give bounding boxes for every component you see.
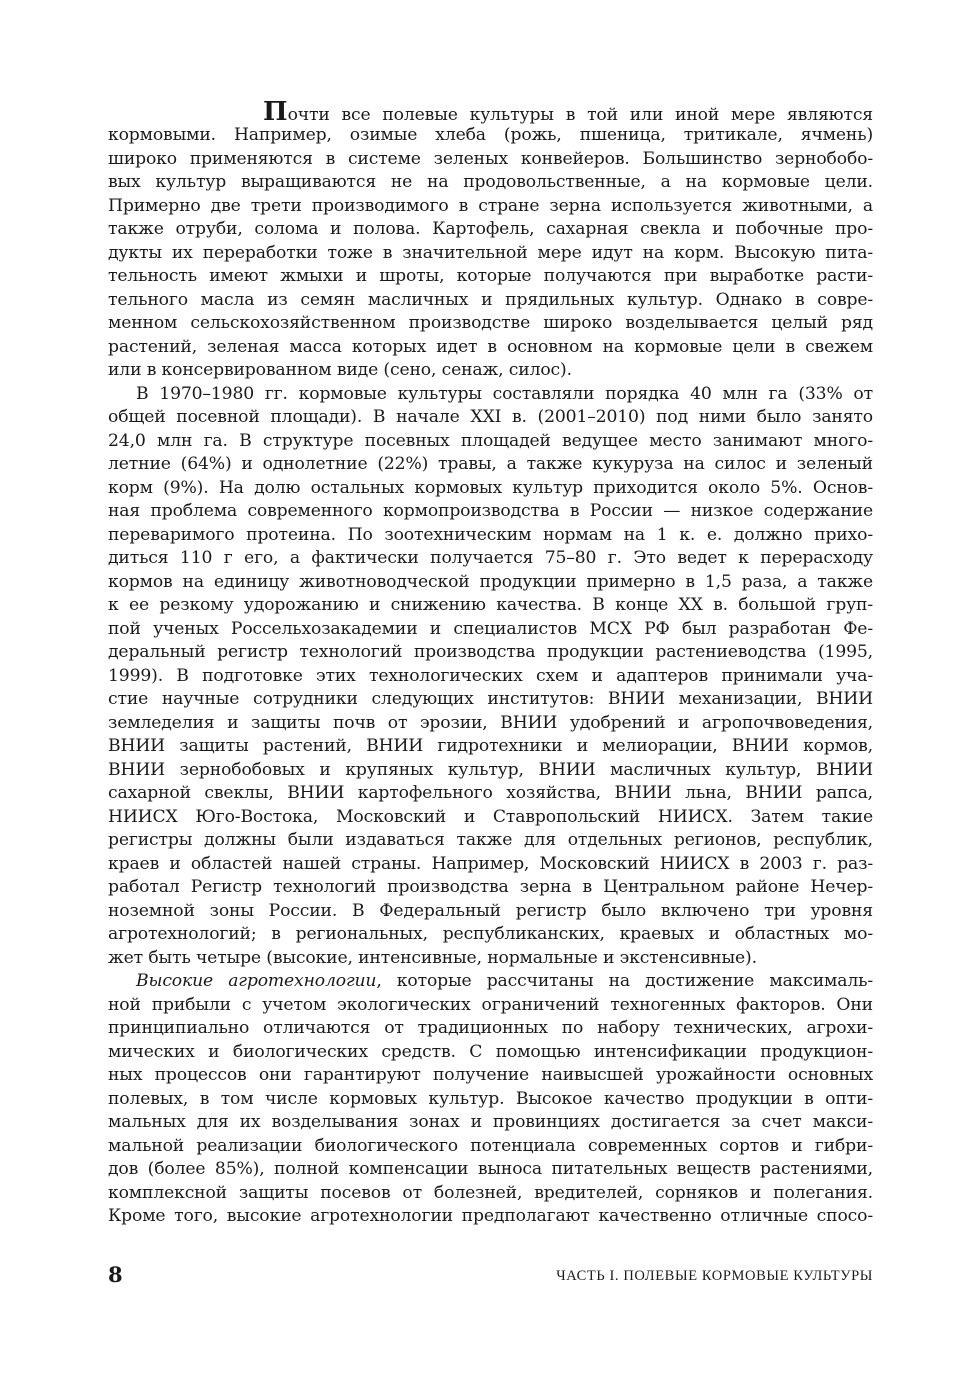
- text-line: 24,0 млн га. В структуре посевных площадей ведущее место занимают много-: [108, 430, 873, 451]
- page-body: [108, 96, 873, 1229]
- text-line: Кроме того, высокие агротехнологии предполагают качественно отличные спосо-: [108, 1206, 873, 1226]
- text-line: земледелия и защиты почв от эрозии, ВНИИ удобрений и агропочвоведения,: [108, 712, 873, 733]
- text-line: жет быть четыре (высокие, интенсивные, нормальные и экстенсивные).: [108, 947, 757, 968]
- text-line: диться 110 г его, а фактически получается 75–80 г. Это ведет к перерасходу: [108, 548, 873, 568]
- text-line: комплексной защиты посевов от болезней, вредителей, сорняков и полегания.: [108, 1182, 873, 1203]
- paragraph-1: [108, 96, 873, 383]
- text-line: дукты их переработки тоже в значительной мере идут на корм. Высокую пита-: [108, 242, 873, 263]
- text-line: деральный регистр технологий производства продукции растениеводства (1995,: [108, 642, 873, 662]
- text-line: Примерно две трети производимого в стране зерна используется животными, а: [108, 195, 873, 216]
- text-line: кормов на единицу животноводческой продукции примерно в 1,5 раза, а также: [108, 571, 873, 592]
- text-line: растений, зеленая масса которых идет в основном на кормовые цели в свежем: [108, 336, 873, 357]
- page-number: 8: [108, 1262, 123, 1287]
- text-line: мических и биологических средств. С помощью интенсификации продукцион-: [108, 1041, 873, 1062]
- text-line: ных процессов они гарантируют получение наивысшей урожайности основных: [108, 1065, 873, 1085]
- text-line: тельного масла из семян масличных и прядильных культур. Однако в совре-: [108, 289, 873, 310]
- text-line: В 1970–1980 гг. кормовые культуры составляли порядка 40 млн га (33% от: [136, 383, 873, 404]
- text-line: полевых, в том числе кормовых культур. Высокое качество продукции в опти-: [108, 1088, 873, 1109]
- text-line: Высокие агротехнологии, которые рассчитаны на достижение максималь-: [136, 971, 873, 991]
- text-line: сахарной свеклы, ВНИИ картофельного хозяйства, ВНИИ льна, ВНИИ рапса,: [108, 783, 873, 803]
- text-line: краев и областей нашей страны. Например, Московский НИИСХ в 2003 г. раз-: [108, 853, 873, 874]
- text-line: ВНИИ зернобобовых и крупяных культур, ВНИИ масличных культур, ВНИИ: [108, 759, 873, 780]
- text-line: общей посевной площади). В начале XXI в. (2001–2010) под ними было занято: [108, 407, 873, 427]
- text-line: пой ученых Россельхозакадемии и специалистов МСХ РФ был разработан Фе-: [108, 618, 873, 639]
- text-line: Почти все полевые культуры в той или иной мере являются: [263, 97, 873, 127]
- text-line: или в консервированном виде (сено, сенаж, силос).: [108, 360, 572, 380]
- text-line: принципиально отличаются от традиционных по набору технических, агрохи-: [108, 1018, 873, 1038]
- text-line: дов (более 85%), полной компенсации выноса питательных веществ растениями,: [108, 1159, 873, 1179]
- italic-term: Высокие агротехнологии: [136, 971, 377, 991]
- text-line: ВНИИ защиты растений, ВНИИ гидротехники и мелиорации, ВНИИ кормов,: [108, 736, 873, 756]
- text-line: ноземной зоны России. В Федеральный регистр было включено три уровня: [108, 900, 873, 921]
- text-line: мальной реализации биологического потенциала современных сортов и гибри-: [108, 1135, 873, 1156]
- text-line: кормовыми. Например, озимые хлеба (рожь, пшеница, тритикале, ячмень): [108, 125, 873, 145]
- drop-cap: П: [263, 97, 288, 127]
- page-footer: [108, 1262, 873, 1288]
- paragraph-3: [108, 970, 873, 1229]
- text-line: работал Регистр технологий производства зерна в Центральном районе Нечер-: [108, 877, 873, 897]
- text-line: менном сельскохозяйственном производстве широко возделывается целый ряд: [108, 313, 873, 333]
- text-line: НИИСХ Юго-Востока, Московский и Ставропольский НИИСХ. Затем такие: [108, 806, 873, 827]
- text-line: вых культур выращиваются не на продовольственные, а на кормовые цели.: [108, 172, 873, 192]
- text-line: 1999). В подготовке этих технологических схем и адаптеров принимали уча-: [108, 665, 873, 686]
- running-head: ЧАСТЬ I. ПОЛЕВЫЕ КОРМОВЫЕ КУЛЬТУРЫ: [556, 1268, 873, 1284]
- text-line: летние (64%) и однолетние (22%) травы, а также кукуруза на силос и зеленый: [108, 454, 873, 474]
- text-line: корм (9%). На долю остальных кормовых культур приходится около 5%. Основ-: [108, 477, 873, 498]
- text-line: ной прибыли с учетом экологических ограничений техногенных факторов. Они: [108, 994, 873, 1015]
- text-line: к ее резкому удорожанию и снижению качества. В конце XX в. большой груп-: [108, 595, 873, 615]
- text-line: мальных для их возделывания зонах и провинциях достигается за счет макси-: [108, 1112, 873, 1132]
- text-line: регистры должны были издаваться также для отдельных регионов, республик,: [108, 830, 873, 850]
- paragraph-2: [108, 383, 873, 971]
- text-line: тельность имеют жмыхи и шроты, которые получаются при выработке расти-: [108, 266, 873, 286]
- text-line: ная проблема современного кормопроизводства в России — низкое содержание: [108, 501, 873, 521]
- text-line: также отруби, солома и полова. Картофель, сахарная свекла и побочные про-: [108, 219, 873, 239]
- text-line: стие научные сотрудники следующих институтов: ВНИИ механизации, ВНИИ: [108, 689, 873, 709]
- text-line: переваримого протеина. По зоотехническим нормам на 1 к. е. должно прихо-: [108, 524, 873, 545]
- text-line: агротехнологий; в региональных, республиканских, краевых и областных мо-: [108, 924, 873, 944]
- text-line: широко применяются в системе зеленых конвейеров. Большинство зернобобо-: [108, 148, 873, 169]
